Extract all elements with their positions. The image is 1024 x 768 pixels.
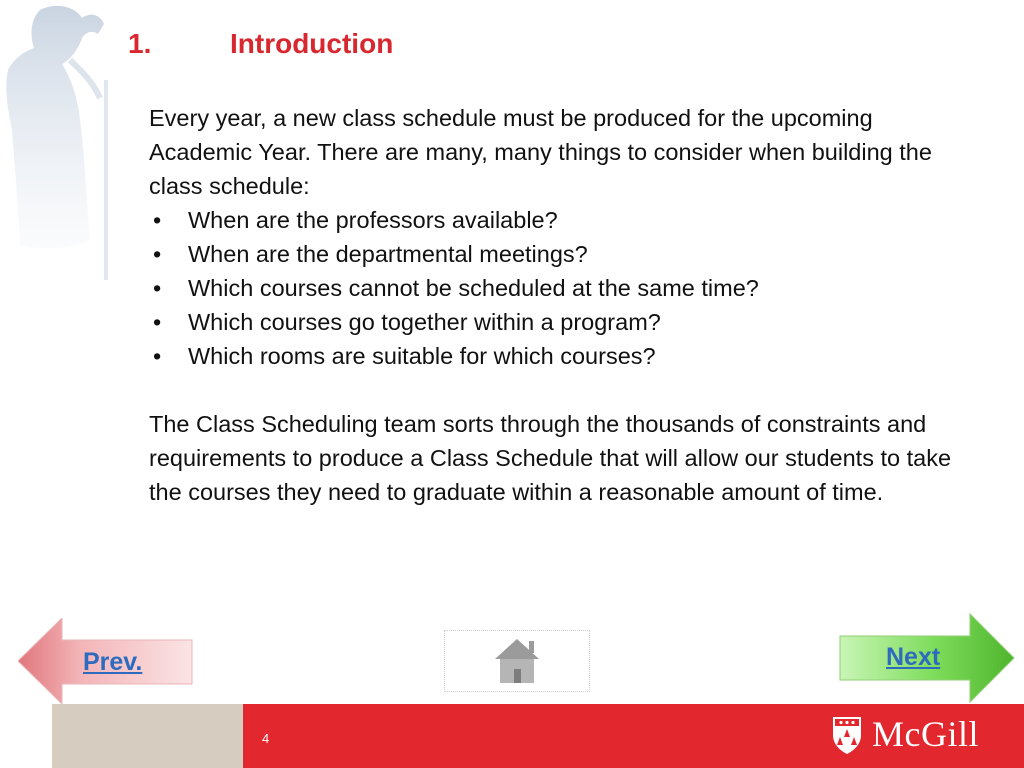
bullet-list xyxy=(149,203,979,373)
bullet-text: Which courses go together within a program? xyxy=(188,309,661,335)
bullet-text: When are the professors available? xyxy=(188,207,558,233)
bullet-item xyxy=(149,271,979,305)
bullet-text: Which rooms are suitable for which courses? xyxy=(188,343,656,369)
mcgill-wordmark: McGill xyxy=(872,714,979,754)
statue-watermark xyxy=(0,0,130,290)
bullet-marker: • xyxy=(153,241,162,267)
next-label[interactable]: Next xyxy=(886,643,941,671)
bullet-text: When are the departmental meetings? xyxy=(188,241,588,267)
bullet-item xyxy=(149,237,979,271)
bullet-text: Which courses cannot be scheduled at the same time? xyxy=(188,275,759,301)
mcgill-crest-icon xyxy=(831,715,863,755)
bullet-marker: • xyxy=(153,275,162,301)
home-button[interactable] xyxy=(444,630,590,692)
footer-tan-block xyxy=(52,704,243,768)
intro-paragraph: Every year, a new class schedule must be produced for the upcoming Academic Year. There are many, many things to consider when building the class schedule: xyxy=(149,105,932,199)
home-icon[interactable] xyxy=(493,637,541,685)
section-title: Introduction xyxy=(230,28,394,59)
bullet-marker: • xyxy=(153,207,162,233)
bullet-marker: • xyxy=(153,309,162,335)
closing-paragraph: The Class Scheduling team sorts through the thousands of constraints and requirements to produce a Class Schedule that will allow our students to take the courses they need to graduate within a reasonable amount of time. xyxy=(149,411,952,505)
bullet-marker: • xyxy=(153,343,162,369)
bullet-item xyxy=(149,339,979,373)
page-number: 4 xyxy=(262,731,270,746)
paragraph-spacer xyxy=(149,373,979,407)
prev-label[interactable]: Prev. xyxy=(83,648,143,676)
slide-body xyxy=(149,101,979,509)
bullet-item xyxy=(149,203,979,237)
bullet-item xyxy=(149,305,979,339)
section-number: 1. xyxy=(128,28,152,59)
